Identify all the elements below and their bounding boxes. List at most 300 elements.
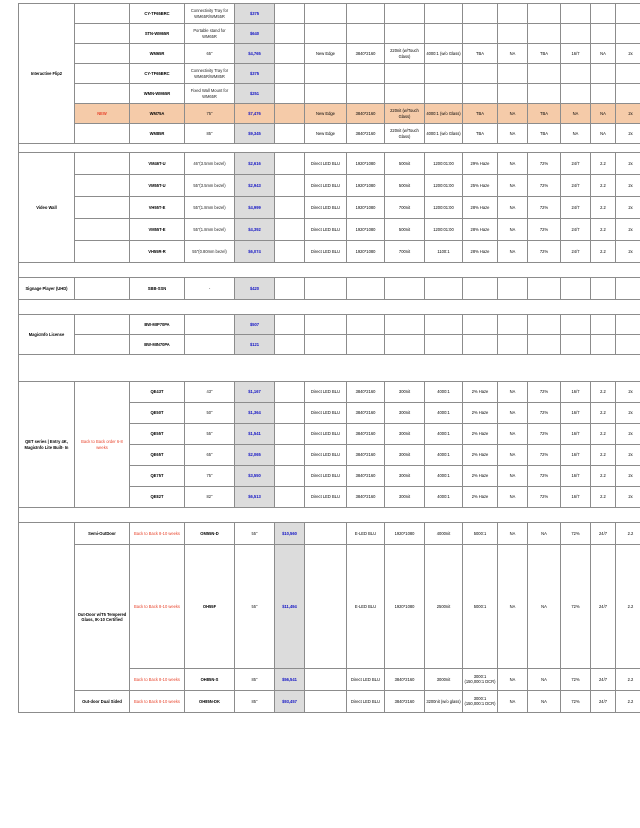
blank-cell [275,315,305,335]
haze: NA [498,545,528,669]
resolution [347,24,385,44]
panel-type: Direct LED BLU [305,153,347,175]
blank-cell [275,175,305,197]
model-name: OH55F [185,545,235,669]
gamma: 2.2 [616,523,640,545]
connectivity [616,64,640,84]
brightness [385,64,425,84]
model-name: CY-TF65BRC [130,64,185,84]
connectivity: 2x [616,104,640,124]
haze: TBA [463,124,498,144]
brightness: 700nit [385,241,425,263]
panel-type: Direct LED BLU [305,241,347,263]
panel-type: Direct LED BLU [305,175,347,197]
spec-na: NA [498,197,528,219]
brightness: 220nit (w/Touch Glass) [385,44,425,64]
gamma [591,4,616,24]
section-spacer [19,300,640,315]
price-value: $121 [235,335,275,355]
spec-na [498,315,528,335]
table-row [19,545,640,669]
lead-time-note: Back to Back 8-10 weeks [130,668,185,690]
haze: 2% Haze [463,382,498,403]
haze [463,335,498,355]
blank-cell [275,153,305,175]
contrast-ratio: 5000:1 [463,545,498,669]
model-name: WM65R [130,44,185,64]
blank-cell [275,424,305,445]
operating-hours [561,278,591,300]
spec-na: NA [498,487,528,508]
panel-type: New Edge [305,124,347,144]
blank-cell [275,24,305,44]
color-gamut: 72% [528,153,561,175]
gamma [591,278,616,300]
size-description: 75" [185,104,235,124]
brightness: 300nit [385,403,425,424]
contrast-ratio: 4000:1 [425,445,463,466]
price-value: $10,560 [275,523,305,545]
contrast-ratio: 1200:01:00 [425,175,463,197]
gamma: 2.2 [616,690,640,712]
size-description: - [185,278,235,300]
panel-type: Direct LED BLU [347,690,385,712]
brightness: 300nit [385,487,425,508]
contrast-ratio: 4000:1 [425,382,463,403]
panel-type: Direct LED BLU [305,487,347,508]
contrast-ratio: 1200:01:00 [425,219,463,241]
blank-cell [75,219,130,241]
contrast-ratio: 4000:1 (w/o Glass) [425,124,463,144]
price-value: $375 [235,4,275,24]
blank-cell [275,466,305,487]
operating-hours: 24/7 [591,545,616,669]
model-name: WM85R [130,124,185,144]
price-value: $9,345 [235,124,275,144]
size-description [185,315,235,335]
price-value: $507 [235,315,275,335]
panel-type: Direct LED BLU [305,219,347,241]
blank-cell [75,4,130,24]
contrast-ratio [425,24,463,44]
gamma [591,24,616,44]
gamma: 2.2 [591,445,616,466]
brightness: 500nit [385,175,425,197]
panel-type: E-LED BLU [347,545,385,669]
panel-type: Direct LED BLU [305,403,347,424]
haze: TBA [463,104,498,124]
contrast-ratio [425,64,463,84]
model-name: VM46T-U [130,153,185,175]
connectivity: 2x [616,403,640,424]
blank-cell [75,124,130,144]
connectivity: 2x [616,175,640,197]
blank-cell [75,335,130,355]
brightness [385,84,425,104]
blank-cell [275,219,305,241]
model-name: STN-WM65R [130,24,185,44]
resolution [347,335,385,355]
table-row [19,219,640,241]
blank-cell [75,278,130,300]
section-spacer [19,355,640,382]
haze: 29% Haze [463,153,498,175]
spec-na [498,335,528,355]
panel-type: New Edge [305,44,347,64]
spec-na: NA [498,153,528,175]
model-name: OM55N-D [185,523,235,545]
brightness: 300nit [385,466,425,487]
operating-hours [561,335,591,355]
connectivity: 2x [616,424,640,445]
price-value: $7,476 [235,104,275,124]
blank-cell [305,668,347,690]
operating-hours: 16/7 [561,424,591,445]
spec-na: NA [528,545,561,669]
price-value: $2,616 [235,153,275,175]
panel-type: Direct LED BLU [305,382,347,403]
color-gamut [528,84,561,104]
brightness: 500nit [385,219,425,241]
blank-cell [275,487,305,508]
price-value: $56,541 [275,668,305,690]
resolution: 3840*2160 [347,124,385,144]
size-description: 55"(0.80mm bezel) [185,241,235,263]
contrast-ratio [425,335,463,355]
brightness: 4000nit [425,523,463,545]
panel-type [305,24,347,44]
operating-hours [561,24,591,44]
category-label: QET series | Entry 4K, MagicInfo Lite Built- In [19,382,75,508]
price-value: $640 [235,24,275,44]
price-value: $4,392 [235,219,275,241]
blank-cell [275,64,305,84]
operating-hours: 16/7 [561,382,591,403]
haze: 2% Haze [463,466,498,487]
lead-time-note: Back to Back 8-10 weeks [130,523,185,545]
sub-category-label: Semi-OutDoor [75,523,130,545]
spec-na: NA [498,424,528,445]
model-name: SBB-SSN [130,278,185,300]
spec-na [498,84,528,104]
color-gamut: TBA [528,104,561,124]
connectivity: 2x [616,466,640,487]
resolution: 3840*2160 [347,424,385,445]
resolution: 3840*2160 [347,382,385,403]
brightness: 700nit [385,197,425,219]
operating-hours [561,84,591,104]
operating-hours: 24/7 [561,197,591,219]
model-name: WM75A [130,104,185,124]
spec-na [498,4,528,24]
gamma: 2.2 [591,382,616,403]
haze [463,64,498,84]
haze: TBA [463,44,498,64]
spec-na: NA [498,44,528,64]
brightness: 3200nit (w/o glass) [425,690,463,712]
size-description: 85" [235,690,275,712]
contrast-ratio: 1200:01:00 [425,153,463,175]
resolution [347,64,385,84]
table-row [19,175,640,197]
resolution: 3840*2160 [347,44,385,64]
color-gamut: 72% [528,241,561,263]
connectivity: 2x [616,197,640,219]
panel-type: Direct LED BLU [347,668,385,690]
haze [463,24,498,44]
operating-hours: 16/7 [561,466,591,487]
size-description: 43" [185,382,235,403]
model-name: OH85N-S [185,668,235,690]
gamma: 2.2 [591,197,616,219]
resolution: 1920*1080 [385,545,425,669]
resolution: 1920*1080 [385,523,425,545]
section-spacer [19,508,640,523]
price-value: $1,364 [235,403,275,424]
category-label: MagicInfo License [19,315,75,355]
operating-hours: 24/7 [561,241,591,263]
spec-na: NA [528,523,561,545]
color-gamut: TBA [528,44,561,64]
brightness: 300nit [385,424,425,445]
resolution: 3840*2160 [385,690,425,712]
table-row [19,84,640,104]
connectivity [616,278,640,300]
spec-na: NA [498,104,528,124]
spec-na: NA [498,403,528,424]
contrast-ratio: 4000:1 [425,424,463,445]
color-gamut: TBA [528,124,561,144]
table-row [19,124,640,144]
resolution: 3840*2160 [385,668,425,690]
haze [463,84,498,104]
contrast-ratio [425,4,463,24]
contrast-ratio: 4000:1 (w/o Glass) [425,104,463,124]
color-gamut [528,24,561,44]
size-description: 85" [235,668,275,690]
brightness: 300nit [385,382,425,403]
table-row [19,24,640,44]
blank-cell [75,64,130,84]
model-name: BW-MIP70PA [130,315,185,335]
gamma: 2.2 [591,466,616,487]
contrast-ratio: 3000:1 (150,000:1 DCR) [463,668,498,690]
operating-hours: 16/7 [561,44,591,64]
sub-category-label: Out-Door w/T5 Tempered Glass, IK-10 Certified [75,545,130,691]
blank-cell [275,104,305,124]
size-description: Connectivity Tray for WM65R/WM85R [185,64,235,84]
blank-cell [75,241,130,263]
operating-hours: 24/7 [591,690,616,712]
connectivity: 2x [616,382,640,403]
size-description: 55"(1.8mm bezel) [185,197,235,219]
connectivity [616,24,640,44]
resolution: 1920*1080 [347,175,385,197]
spec-na [498,24,528,44]
gamma [591,84,616,104]
size-description: 55" [185,424,235,445]
blank-cell [275,197,305,219]
panel-type: Direct LED BLU [305,445,347,466]
color-gamut: 72% [561,668,591,690]
size-description: 85" [185,124,235,144]
blank-cell [275,445,305,466]
model-name: VM55T-E [130,219,185,241]
blank-cell [75,44,130,64]
resolution: 3840*2160 [347,104,385,124]
blank-cell [275,278,305,300]
resolution: 1920*1080 [347,219,385,241]
operating-hours: 24/7 [591,523,616,545]
gamma [591,64,616,84]
brightness: 3000nit [425,668,463,690]
gamma [591,335,616,355]
gamma: 2.2 [591,424,616,445]
operating-hours: 16/7 [561,487,591,508]
brightness [385,335,425,355]
model-name: QE43T [130,382,185,403]
contrast-ratio: 5000:1 [463,523,498,545]
new-badge: NEW [75,104,130,124]
price-value: $2,065 [235,445,275,466]
color-gamut: 72% [528,424,561,445]
spec-na: NA [498,382,528,403]
spec-na: NA [528,668,561,690]
color-gamut: 72% [528,175,561,197]
size-description: 46"(3.5mm bezel) [185,153,235,175]
gamma: 2.2 [616,668,640,690]
spec-na: NA [498,219,528,241]
haze: 2% Haze [463,487,498,508]
blank-cell [275,44,305,64]
panel-type: E-LED BLU [347,523,385,545]
table-row [19,153,640,175]
connectivity: 2x [616,445,640,466]
resolution: 3840*2160 [347,487,385,508]
price-value: $4,999 [235,197,275,219]
operating-hours [561,4,591,24]
table-row [19,690,640,712]
blank-cell [305,690,347,712]
gamma: NA [591,44,616,64]
spec-na: NA [498,124,528,144]
color-gamut [528,335,561,355]
operating-hours: 24/7 [561,153,591,175]
model-name: QE82T [130,487,185,508]
contrast-ratio: 4000:1 [425,466,463,487]
gamma: 2.2 [591,241,616,263]
operating-hours [561,64,591,84]
gamma: 2.2 [591,403,616,424]
price-value: $1,167 [235,382,275,403]
price-value: $375 [235,64,275,84]
resolution: 3840*2160 [347,403,385,424]
table-row [19,523,640,545]
blank-cell [275,241,305,263]
contrast-ratio: 1100:1 [425,241,463,263]
contrast-ratio: 4000:1 [425,403,463,424]
blank-cell [305,523,347,545]
brightness: 2500nit [425,545,463,669]
color-gamut: 72% [528,197,561,219]
brightness: 300nit [385,445,425,466]
size-description: 55"(3.5mm bezel) [185,175,235,197]
color-gamut: 72% [528,403,561,424]
sub-category-label: Out-door Dual Sided [75,690,130,712]
haze: 28% Haze [463,241,498,263]
panel-type [305,278,347,300]
price-value: $93,457 [275,690,305,712]
model-name: VH55R-R [130,241,185,263]
brightness: 220nit (w/Touch Glass) [385,104,425,124]
spec-na: NA [498,241,528,263]
color-gamut: 72% [528,466,561,487]
contrast-ratio [425,84,463,104]
model-name: VH55T-E [130,197,185,219]
panel-type [305,315,347,335]
haze [463,4,498,24]
lead-time-note: Back to Back 8-10 weeks [130,690,185,712]
color-gamut [528,315,561,335]
resolution [347,315,385,335]
blank-cell [305,545,347,669]
color-gamut: 72% [561,545,591,669]
brightness [385,278,425,300]
price-value: $420 [235,278,275,300]
haze: 28% Haze [463,197,498,219]
model-name: CY-TF65BRC [130,4,185,24]
brightness [385,24,425,44]
color-gamut [528,278,561,300]
category-label: Interactive Flip2 [19,4,75,144]
blank-cell [75,24,130,44]
size-description: Portable stand for WM65R [185,24,235,44]
connectivity: 2x [616,153,640,175]
operating-hours: 16/7 [561,403,591,424]
size-description: 55"(1.8mm bezel) [185,219,235,241]
contrast-ratio: 1200:01:00 [425,197,463,219]
haze: NA [498,690,528,712]
resolution: 1920*1080 [347,197,385,219]
price-value: $4,765 [235,44,275,64]
panel-type [305,335,347,355]
haze: NA [498,668,528,690]
spec-na [498,64,528,84]
connectivity: 2x [616,241,640,263]
price-list-table [18,3,640,713]
size-description: 75" [185,466,235,487]
table-row [19,278,640,300]
color-gamut [528,4,561,24]
haze: 28% Haze [463,219,498,241]
size-description: 50" [185,403,235,424]
operating-hours: 24/7 [561,175,591,197]
resolution [347,84,385,104]
spec-na [498,278,528,300]
gamma: 2.2 [616,545,640,669]
brightness: 500nit [385,153,425,175]
blank-cell [275,403,305,424]
price-value: $6,074 [235,241,275,263]
table-row [19,382,640,403]
connectivity [616,335,640,355]
panel-type [305,4,347,24]
size-description: 55" [235,523,275,545]
panel-type [305,84,347,104]
contrast-ratio: 4000:1 (w/o Glass) [425,44,463,64]
connectivity: 2x [616,219,640,241]
spec-na: NA [498,466,528,487]
